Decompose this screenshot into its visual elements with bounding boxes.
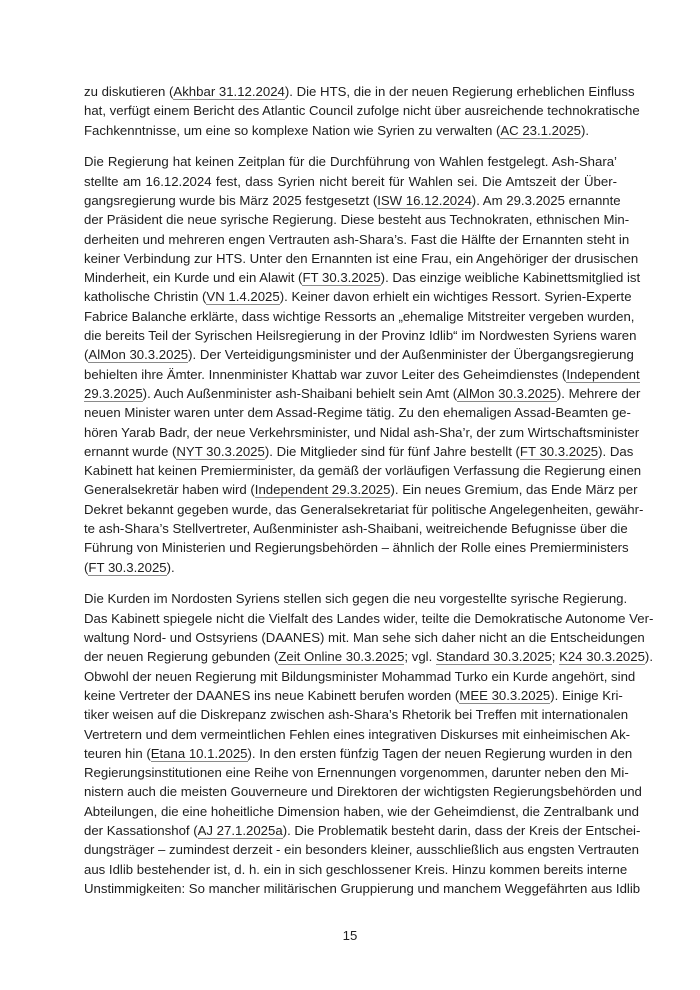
body-text: dungsträger – zumindest derzeit - ein besonders kleiner, ausschließlich aus engsten Vertrauten	[84, 842, 639, 858]
body-text: derheiten und mehreren engen Vertrauten ash-Shara’s. Fast die Hälfte der Ernannten steht in	[84, 231, 630, 247]
text-line	[84, 287, 632, 306]
source-citation-link[interactable]: K24 30.3.2025	[559, 649, 645, 665]
text-line	[84, 442, 634, 461]
text-line	[84, 686, 623, 705]
text-line	[84, 589, 628, 608]
body-text: Dekret bekannt gegeben wurde, das Generalsekretariat für politische Angelegenheiten, gewähr-	[84, 501, 644, 517]
body-text: (	[84, 347, 89, 363]
body-text: Kabinett hat keinen Premierminister, da gemäß der vorläufigen Verfassung die Regierung einen	[84, 463, 642, 479]
body-text: ). Keiner davon erhielt ein wichtiges Ressort. Syrien-Experte	[279, 289, 632, 305]
body-text: der neuen Regierung gebunden (	[84, 649, 279, 665]
source-citation-link[interactable]: 29.3.2025	[84, 385, 143, 401]
body-text: Generalsekretär haben wird (	[84, 482, 255, 498]
body-text: die bereits Teil der Syrischen Heilsregierung in der Provinz Idlib“ im Nordwesten Syriens waren	[84, 328, 637, 344]
page-number: 15	[342, 928, 358, 943]
text-line	[84, 230, 630, 249]
body-text: ). Ein neues Gremium, das Ende März per	[390, 482, 638, 498]
body-text: tiker weisen auf die Diskrepanz zwischen ash-Shara’s Rhetorik bei Treffen mit internationalen	[84, 707, 629, 723]
body-text: Abteilungen, die eine hoheitliche Dimension haben, wie der Geheimdienst, die Zentralbank und	[84, 803, 639, 819]
text-line	[84, 558, 617, 577]
body-text: hören Yarab Badr, der neue Verkehrsminister, und Nidal ash-Sha’r, der zum Wirtschaftsminister	[84, 424, 640, 440]
text-line	[84, 82, 635, 101]
body-text: Minderheit, ein Kurde und ein Alawit (	[84, 270, 303, 286]
text-line	[84, 461, 642, 480]
body-text: aus Idlib bestehender ist, d. h. ein in sich geschlossener Kreis. Hinzu kommen bereits interne	[84, 861, 628, 877]
body-text: ;	[551, 649, 560, 665]
body-text: neuen Minister waren unter dem Assad-Regime tätig. Zu den ehemaligen Assad-Beamten ge-	[84, 405, 631, 421]
body-text: Obwohl der neuen Regierung mit Bildungsminister Mohammad Turko ein Kurde angehört, sind	[84, 668, 636, 684]
body-text: keine Vertreter der DAANES ins neue Kabinett berufen worden (	[84, 687, 460, 703]
source-citation-link[interactable]: Standard 30.3.2025	[435, 649, 552, 665]
text-line	[84, 500, 644, 519]
text-line	[84, 609, 654, 628]
body-text: ). Das einzige weibliche Kabinettsmitglied ist	[380, 270, 641, 286]
text-line	[84, 210, 630, 229]
body-text: Die Regierung hat keinen Zeitplan für die Durchführung von Wahlen festgelegt. Ash-Shara’	[84, 154, 617, 170]
body-text: ). Mehrere der	[556, 385, 641, 401]
body-text: ).	[644, 649, 653, 665]
source-citation-link[interactable]: FT 30.3.2025	[88, 559, 167, 575]
text-line	[84, 403, 631, 422]
source-citation-link[interactable]: NYT 30.3.2025	[176, 443, 265, 459]
text-line	[84, 782, 642, 801]
body-text: nistern auch die meisten Gouverneure und Direktoren der wichtigsten Regierungsbehörden und	[84, 784, 642, 800]
body-text: behielten ihre Ämter. Innenminister Khattab war zuvor Leiter des Geheimdienstes (	[84, 366, 567, 382]
text-line	[84, 821, 641, 840]
body-text: ). Einige Kri-	[550, 687, 623, 703]
body-text: Führung von Ministerien und Regierungsbehörden – ähnlich der Rolle eines Premierministers	[84, 540, 629, 556]
source-citation-link[interactable]: AlMon 30.3.2025	[457, 385, 557, 401]
text-line	[84, 840, 639, 859]
body-text: ). Am 29.3.2025 ernannte	[471, 192, 621, 208]
text-line	[84, 326, 637, 345]
text-line	[84, 101, 640, 120]
body-text: Regierungsinstitutionen eine Reihe von Ernennungen vorgenommen, darunter neben den Mi-	[84, 765, 629, 781]
text-line	[84, 152, 617, 171]
body-text: Fachkenntnisse, um eine so komplexe Nation wie Syrien zu verwalten (	[84, 122, 501, 138]
body-text: der Präsident die neue syrische Regierung. Diese besteht aus Technokraten, ethnischen Min-	[84, 212, 630, 228]
text-line	[84, 365, 640, 384]
text-line	[84, 763, 629, 782]
text-line	[84, 628, 645, 647]
text-line	[84, 802, 639, 821]
text-line	[84, 667, 636, 686]
body-text: gangsregierung wurde bis März 2025 festgesetzt (	[84, 192, 378, 208]
text-line	[84, 191, 621, 210]
text-line	[84, 345, 634, 364]
body-text: katholische Christin (	[84, 289, 207, 305]
paragraph	[84, 152, 644, 577]
source-citation-link[interactable]: Akhbar 31.12.2024	[173, 84, 285, 99]
text-line	[84, 423, 640, 442]
source-citation-link[interactable]: Independent	[566, 366, 640, 382]
text-line	[84, 384, 641, 403]
body-text: te ash-Shara’s Stellvertreter, Außenminister ash-Shaibani, weitreichende Befugnisse über die	[84, 521, 628, 537]
paragraph	[84, 589, 654, 898]
text-line	[84, 744, 633, 763]
source-citation-link[interactable]: AJ 27.1.2025a	[197, 822, 283, 838]
source-citation-link[interactable]: VN 1.4.2025	[206, 289, 280, 305]
source-citation-link[interactable]: MEE 30.3.2025	[459, 687, 551, 703]
body-text: Unstimmigkeiten: So mancher militärischen Gruppierung und manchem Weggefährten aus Idlib	[84, 880, 641, 896]
body-text: der Kassationshof (	[84, 822, 198, 838]
body-text: ). In den ersten fünfzig Tagen der neuen Regierung wurden in den	[247, 745, 633, 761]
body-text: Fabrice Balanche erklärte, dass wichtige Ressorts an „ehemalige Mitstreiter vergeben wurden,	[84, 308, 635, 324]
source-citation-link[interactable]: FT 30.3.2025	[302, 270, 381, 286]
text-line	[84, 307, 635, 326]
body-text: stellte am 16.12.2024 fest, dass Syrien nicht bereit für Wahlen sei. Die Amtszeit der Über-	[84, 173, 617, 189]
body-text: Die Kurden im Nordosten Syriens stellen sich gegen die neu vorgestellte syrische Regierung.	[84, 591, 628, 607]
source-citation-link[interactable]: AlMon 30.3.2025	[88, 347, 189, 363]
body-text: ). Die Problematik besteht darin, dass der Kreis der Entschei-	[282, 822, 641, 838]
text-line	[84, 538, 629, 557]
body-text: ).	[166, 559, 175, 575]
text-line	[84, 121, 617, 140]
body-text: ). Die HTS, die in der neuen Regierung erheblichen Einfluss	[284, 84, 635, 99]
body-text: ). Das	[598, 443, 634, 459]
source-citation-link[interactable]: ISW 16.12.2024	[377, 192, 472, 208]
body-text: ). Der Verteidigungsminister und der Außenminister der Übergangsregierung	[188, 347, 634, 363]
source-citation-link[interactable]: AC 23.1.2025	[500, 122, 581, 138]
source-citation-link[interactable]: Etana 10.1.2025	[150, 745, 248, 761]
source-citation-link[interactable]: Independent 29.3.2025	[254, 482, 391, 498]
paragraph	[84, 82, 640, 140]
document-body	[84, 82, 654, 911]
body-text: ; vgl.	[404, 649, 436, 665]
text-line	[84, 172, 617, 191]
body-text: teuren hin (	[84, 745, 151, 761]
body-text: keiner Verbindung zur HTS. Unter den Ernannten ist eine Frau, ein Angehöriger der drusischen	[84, 250, 639, 266]
body-text: hat, verfügt einem Bericht des Atlantic Council zufolge nicht über ausreichende technokratische	[84, 103, 640, 119]
text-line	[84, 725, 631, 744]
text-line	[84, 268, 641, 287]
body-text: ernannt wurde (	[84, 443, 177, 459]
body-text: ). Die Mitglieder sind für fünf Jahre bestellt (	[264, 443, 520, 459]
body-text: zu diskutieren (	[84, 84, 174, 99]
text-line	[84, 249, 639, 268]
text-line	[84, 879, 641, 898]
body-text: Vertretern und dem vermeintlichen Fehlen eines integrativen Diskurses mit einheimischen Ak-	[84, 726, 631, 742]
text-line	[84, 860, 628, 879]
body-text: ). Auch Außenminister ash-Shaibani behielt sein Amt (	[142, 385, 458, 401]
source-citation-link[interactable]: FT 30.3.2025	[519, 443, 599, 459]
text-line	[84, 480, 638, 499]
text-line	[84, 519, 628, 538]
source-citation-link[interactable]: Zeit Online 30.3.2025	[278, 649, 405, 665]
body-text: ).	[581, 122, 590, 138]
text-line	[84, 647, 653, 666]
body-text: (	[84, 559, 89, 575]
body-text: waltung Nord- und Ostsyriens (DAANES) mit. Man sehe sich daher nicht an die Entscheidungen	[84, 630, 645, 646]
body-text: Das Kabinett spiegele nicht die Vielfalt des Landes wider, teilte die Demokratische Autonome Ver-	[84, 610, 654, 626]
text-line	[84, 705, 629, 724]
